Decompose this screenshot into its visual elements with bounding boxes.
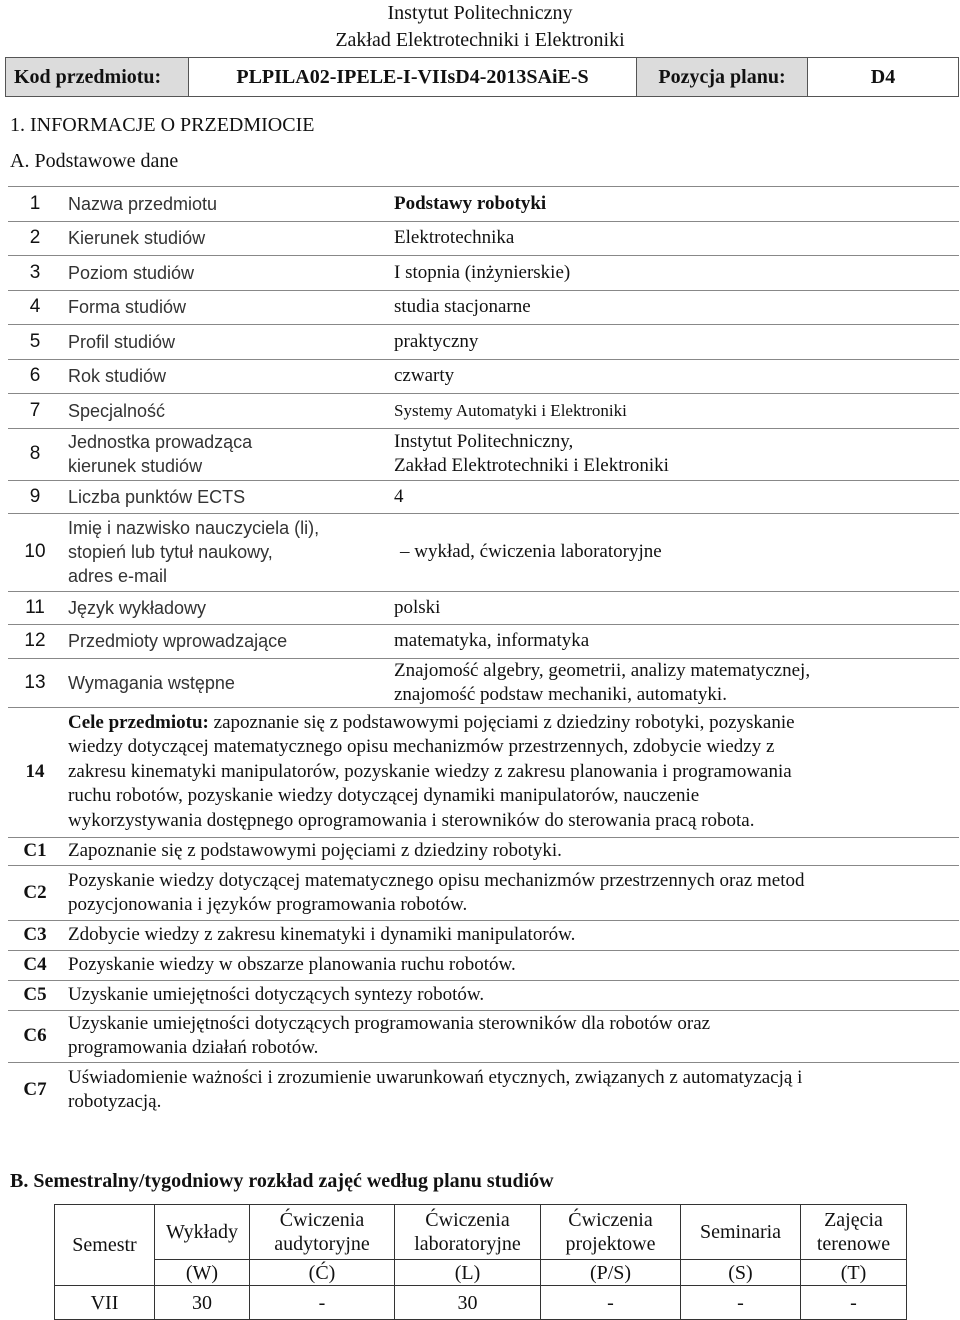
row-value: Elektrotechnika: [390, 221, 959, 256]
goal-text-line: programowania działań robotów.: [68, 1037, 319, 1058]
row-number: 6: [8, 359, 62, 394]
goals-summary-line: zakresu kinematyki manipulatorów, pozyskanie wiedzy z zakresu planowania i programowania: [68, 760, 792, 782]
row-number: 12: [8, 624, 62, 658]
goals-summary-line: wykorzystywania dostępnego oprogramowania i sterowników do sterowania pracą robota.: [68, 809, 755, 831]
goals-summary-line: [68, 711, 955, 736]
semester-header: Semestr: [55, 1205, 155, 1286]
info-row: [8, 290, 959, 325]
schedule-column-header: [541, 1205, 681, 1260]
row-label: [62, 428, 390, 480]
schedule-column-header-line: Zajęcia: [824, 1209, 883, 1231]
info-row: [8, 480, 959, 513]
schedule-hours: -: [681, 1286, 801, 1320]
plan-position-value: D4: [870, 65, 896, 88]
goal-text: [62, 837, 959, 865]
schedule-table: [54, 1204, 907, 1320]
row-number: 9: [8, 480, 62, 513]
goal-text: [62, 980, 959, 1010]
row-value: 4: [390, 480, 959, 513]
section-1-title: 1. INFORMACJE O PRZEDMIOCIE: [10, 114, 315, 136]
department-name: Zakład Elektrotechniki i Elektroniki: [335, 29, 625, 51]
row-value-line: Zakład Elektrotechniki i Elektroniki: [394, 455, 669, 476]
info-row: [8, 359, 959, 394]
goal-text: [62, 950, 959, 980]
row-number: 8: [8, 428, 62, 480]
schedule-hours: 30: [395, 1286, 541, 1320]
row-label: Kierunek studiów: [62, 221, 390, 256]
row-label: [62, 513, 390, 591]
info-row: [8, 624, 959, 658]
info-row: [8, 394, 959, 429]
goal-text: [62, 1062, 959, 1118]
goal-text-line: Uświadomienie ważności i zrozumienie uwarunkowań etycznych, związanych z automatyzacją i: [68, 1067, 803, 1089]
course-code-value: PLPILA02-IPELE-I-VIIsD4-2013SAiE-S: [189, 58, 637, 96]
goal-row: [8, 980, 959, 1010]
row-value-line: znajomość podstaw mechaniki, automatyki.: [394, 683, 727, 705]
course-code-bar: [5, 57, 959, 97]
schedule-column-abbr: (P/S): [541, 1260, 681, 1286]
row-value: praktyczny: [390, 325, 959, 360]
goal-text: [62, 1010, 959, 1062]
row-number: 1: [8, 187, 62, 222]
goals-summary-line: wiedzy dotyczącej matematycznego opisu mechanizmów przestrzennych, zdobycie wiedzy z: [68, 736, 775, 758]
info-row: [8, 256, 959, 291]
goal-text-line: Zdobycie wiedzy z zakresu kinematyki i dynamiki manipulatorów.: [68, 924, 576, 945]
schedule-column-header-line: audytoryjne: [274, 1233, 370, 1255]
row-number: 14: [8, 707, 62, 837]
info-row: [8, 187, 959, 222]
schedule-hours: -: [801, 1286, 907, 1320]
goal-row: [8, 950, 959, 980]
row-label: Profil studiów: [62, 325, 390, 360]
row-label: Rok studiów: [62, 359, 390, 394]
schedule-data-row: [55, 1286, 907, 1320]
goal-text-line: robotyzacją.: [68, 1091, 162, 1113]
info-row: [8, 325, 959, 360]
row-number: 10: [8, 513, 62, 591]
goals-summary-label: Cele przedmiotu:: [68, 711, 209, 733]
schedule-column-abbr: (W): [155, 1260, 250, 1286]
row-value-line: Znajomość algebry, geometrii, analizy matematycznej,: [394, 659, 811, 681]
schedule-hours: -: [250, 1286, 395, 1320]
course-code-label: Kod przedmiotu:: [6, 58, 189, 96]
goal-code: C6: [8, 1010, 62, 1062]
goals-summary-line: ruchu robotów, pozyskanie wiedzy dotyczącej dynamiki manipulatorów, nauczenie: [68, 785, 700, 807]
goal-code: C2: [8, 865, 62, 920]
row-value: Systemy Automatyki i Elektroniki: [390, 394, 959, 429]
row-value: matematyka, informatyka: [390, 624, 959, 658]
goal-row: [8, 865, 959, 920]
schedule-column-header-line: Ćwiczenia: [279, 1209, 365, 1231]
row-label: Liczba punktów ECTS: [62, 480, 390, 513]
row-number: 3: [8, 256, 62, 291]
schedule-column-header: [250, 1205, 395, 1260]
goal-text: [62, 865, 959, 920]
row-label: Język wykładowy: [62, 591, 390, 624]
row-label: Specjalność: [62, 394, 390, 429]
schedule-column-header-line: projektowe: [565, 1233, 656, 1255]
row-number: 5: [8, 325, 62, 360]
schedule-header-row: [55, 1205, 907, 1260]
info-row: [8, 428, 959, 480]
row-label: Poziom studiów: [62, 256, 390, 291]
goal-code: C3: [8, 920, 62, 950]
schedule-column-header-line: terenowe: [816, 1233, 891, 1255]
info-row: [8, 658, 959, 707]
goal-text-line: Pozyskanie wiedzy w obszarze planowania ruchu robotów.: [68, 954, 516, 975]
schedule-column-header-line: Wykłady: [165, 1221, 239, 1243]
row-value: I stopnia (inżynierskie): [390, 256, 959, 291]
schedule-column-header-line: Ćwiczenia: [425, 1209, 510, 1231]
goal-code: C1: [8, 837, 62, 865]
row-label: Przedmioty wprowadzające: [62, 624, 390, 658]
schedule-column-header: [155, 1205, 250, 1260]
row-value: [390, 658, 959, 707]
row-label: Nazwa przedmiotu: [62, 187, 390, 222]
schedule-column-header-line: Seminaria: [699, 1221, 782, 1243]
info-row: [8, 591, 959, 624]
row-number: 13: [8, 658, 62, 707]
schedule-column-abbr: (T): [801, 1260, 907, 1286]
row-value: – wykład, ćwiczenia laboratoryjne: [390, 513, 959, 591]
goal-row: [8, 837, 959, 865]
row-value: polski: [390, 591, 959, 624]
row-value: studia stacjonarne: [390, 290, 959, 325]
schedule-hours: 30: [155, 1286, 250, 1320]
schedule-column-header-line: Ćwiczenia: [568, 1209, 653, 1231]
row-number: 7: [8, 394, 62, 429]
row-number: 11: [8, 591, 62, 624]
row-value-line: Instytut Politechniczny,: [394, 431, 574, 452]
schedule-column-header: [801, 1205, 907, 1260]
row-label: Forma studiów: [62, 290, 390, 325]
goal-row: [8, 920, 959, 950]
goal-row: [8, 1010, 959, 1062]
goal-text-line: Uzyskanie umiejętności dotyczących programowania sterowników dla robotów oraz: [68, 1013, 711, 1034]
goal-text-line: Zapoznanie się z podstawowymi pojęciami z dziedziny robotyki.: [68, 840, 562, 861]
schedule-column-abbr: (Ć): [250, 1260, 395, 1286]
row-label: Wymagania wstępne: [62, 658, 390, 707]
row-number: 2: [8, 221, 62, 256]
schedule-hours: -: [541, 1286, 681, 1320]
institute-name: Instytut Politechniczny: [387, 2, 573, 24]
goal-code: C7: [8, 1062, 62, 1118]
plan-position-label: Pozycja planu:: [637, 58, 808, 96]
goal-text-line: Pozyskanie wiedzy dotyczącej matematycznego opisu mechanizmów przestrzennych oraz metod: [68, 869, 805, 891]
schedule-column-abbr: (S): [681, 1260, 801, 1286]
goal-text-line: pozycjonowania i języków programowania robotów.: [68, 893, 468, 915]
row-value: Podstawy robotyki: [390, 187, 959, 222]
schedule-column-header: [681, 1205, 801, 1260]
section-a-title: A. Podstawowe dane: [10, 150, 179, 172]
goals-summary-first-text: zapoznanie się z podstawowymi pojęciami z dziedziny robotyki, pozyskanie: [208, 711, 795, 733]
goals-summary-row: [8, 707, 959, 837]
row-label-line: kierunek studiów: [68, 456, 203, 476]
info-row: [8, 221, 959, 256]
goals-summary-text: [62, 707, 959, 837]
goal-row: [8, 1062, 959, 1118]
info-row: [8, 513, 959, 591]
schedule-abbr-row: [55, 1260, 907, 1286]
schedule-column-header-line: laboratoryjne: [414, 1233, 521, 1255]
row-label-line: Imię i nazwisko nauczyciela (li),: [68, 518, 320, 538]
goal-text: [62, 920, 959, 950]
row-label-line: adres e-mail: [68, 566, 168, 586]
row-number: 4: [8, 290, 62, 325]
schedule-column-abbr: (L): [395, 1260, 541, 1286]
goal-code: C5: [8, 980, 62, 1010]
schedule-column-header: [395, 1205, 541, 1260]
row-value: czwarty: [390, 359, 959, 394]
row-value: [390, 428, 959, 480]
semester-value: VII: [55, 1286, 155, 1320]
goal-code: C4: [8, 950, 62, 980]
section-b-title: B. Semestralny/tygodniowy rozkład zajęć według planu studiów: [10, 1170, 554, 1192]
row-label-line: stopień lub tytuł naukowy,: [68, 542, 273, 562]
basic-data-table: [8, 186, 959, 1118]
goal-text-line: Uzyskanie umiejętności dotyczących syntezy robotów.: [68, 984, 485, 1005]
row-label-line: Jednostka prowadząca: [68, 432, 253, 452]
